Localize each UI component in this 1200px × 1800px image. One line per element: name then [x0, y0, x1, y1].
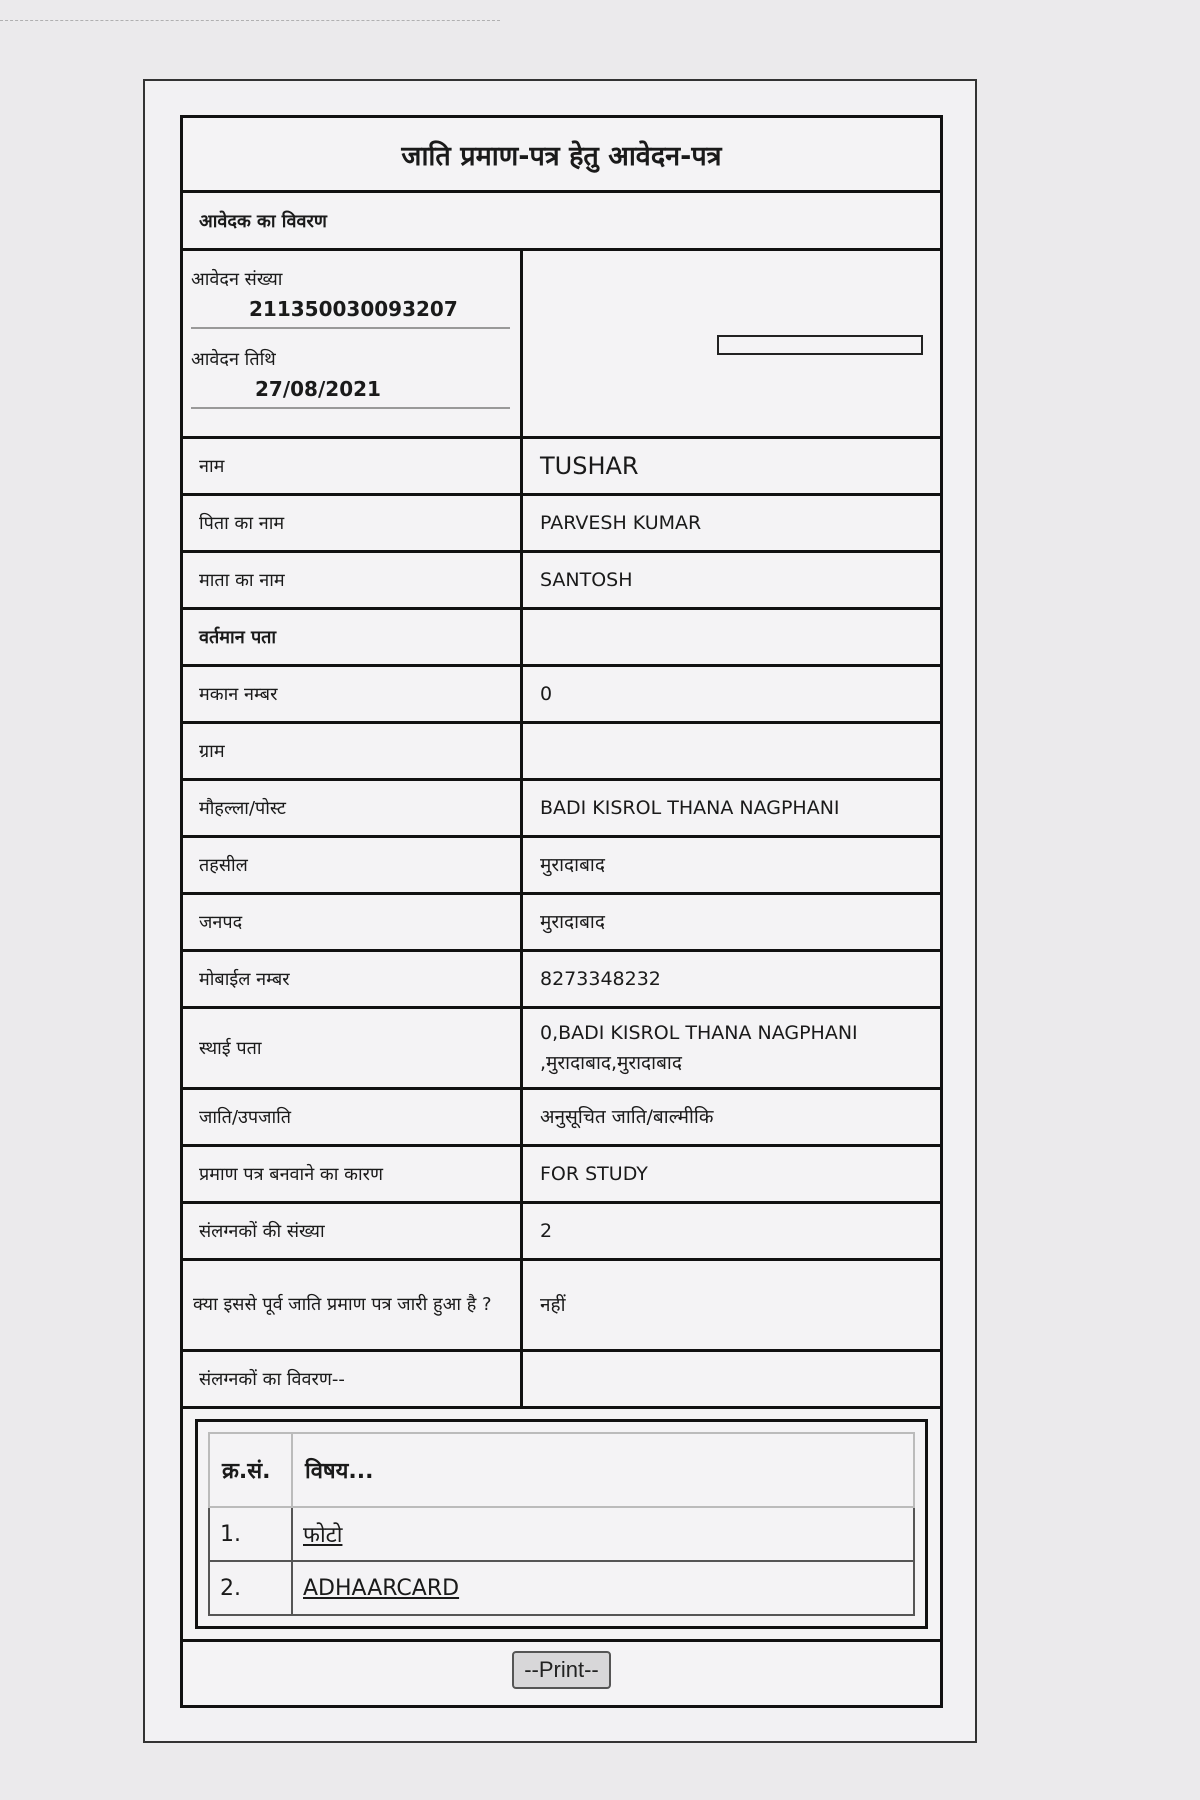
row-name	[183, 439, 940, 496]
row-permanent-address	[183, 1009, 940, 1090]
application-number: 211350030093207	[191, 297, 510, 329]
attachments-table-frame	[195, 1419, 928, 1629]
field-value: अनुसूचित जाति/बाल्मीकि	[540, 1106, 714, 1128]
field-value: BADI KISROL THANA NAGPHANI	[540, 797, 840, 819]
application-number-label: आवेदन संख्या	[191, 269, 283, 290]
field-value: PARVESH KUMAR	[540, 512, 702, 534]
table-header-row	[209, 1433, 914, 1507]
row-previous-certificate	[183, 1261, 940, 1352]
table-row	[209, 1507, 914, 1561]
row-locality	[183, 781, 940, 838]
field-value: मुरादाबाद	[540, 911, 605, 933]
row-reason	[183, 1147, 940, 1204]
field-label: क्या इससे पूर्व जाति प्रमाण पत्र जारी हुआ है ?	[183, 1261, 523, 1349]
row-current-address	[183, 610, 940, 667]
field-label: मोबाईल नम्बर	[183, 952, 523, 1006]
field-label: स्थाई पता	[183, 1009, 523, 1087]
field-value	[523, 1352, 940, 1406]
field-value: 2	[540, 1220, 553, 1242]
field-label: जाति/उपजाति	[183, 1090, 523, 1144]
row-attachment-count	[183, 1204, 940, 1261]
row-tehsil	[183, 838, 940, 895]
field-value: SANTOSH	[540, 569, 633, 591]
print-button[interactable]: --Print--	[512, 1651, 611, 1689]
application-date-label: आवेदन तिथि	[191, 349, 276, 370]
section-heading: आवेदक का विवरण	[183, 193, 940, 251]
field-label: मकान नम्बर	[183, 667, 523, 721]
attachment-serial: 2.	[209, 1561, 292, 1615]
row-mobile	[183, 952, 940, 1009]
field-label: वर्तमान पता	[183, 610, 523, 664]
field-value: 0	[540, 683, 553, 705]
field-label: प्रमाण पत्र बनवाने का कारण	[183, 1147, 523, 1201]
field-value: नहीं	[540, 1294, 566, 1316]
attachment-link-aadhaar[interactable]: ADHAARCARD	[303, 1575, 460, 1601]
field-label: जनपद	[183, 895, 523, 949]
attachment-cell	[292, 1507, 914, 1561]
scan-edge-mark	[0, 20, 500, 27]
field-value: TUSHAR	[540, 452, 639, 480]
field-value	[523, 610, 940, 664]
form-title: जाति प्रमाण-पत्र हेतु आवेदन-पत्र	[183, 118, 940, 193]
photo-area	[523, 251, 940, 436]
attachment-cell	[292, 1561, 914, 1615]
header-subject: विषय...	[292, 1433, 914, 1507]
row-caste	[183, 1090, 940, 1147]
row-district	[183, 895, 940, 952]
application-info-block	[183, 251, 940, 439]
field-value: 8273348232	[540, 968, 661, 990]
row-attachment-details	[183, 1352, 940, 1409]
application-date: 27/08/2021	[191, 377, 510, 409]
header-serial: क्र.सं.	[209, 1433, 292, 1507]
field-value: मुरादाबाद	[540, 854, 605, 876]
field-label: संलग्नकों का विवरण--	[183, 1352, 523, 1406]
attachment-link-photo[interactable]: फोटो	[303, 1523, 343, 1548]
field-label: नाम	[183, 439, 523, 493]
row-house-number	[183, 667, 940, 724]
attachments-table	[208, 1432, 915, 1616]
print-row	[183, 1642, 940, 1697]
field-value: FOR STUDY	[540, 1163, 648, 1185]
field-label: माता का नाम	[183, 553, 523, 607]
application-details	[183, 251, 523, 436]
attachment-serial: 1.	[209, 1507, 292, 1561]
field-value	[523, 724, 940, 778]
field-label: पिता का नाम	[183, 496, 523, 550]
field-label: मौहल्ला/पोस्ट	[183, 781, 523, 835]
row-father-name	[183, 496, 940, 553]
row-village	[183, 724, 940, 781]
application-form	[180, 115, 943, 1708]
field-label: ग्राम	[183, 724, 523, 778]
field-label: संलग्नकों की संख्या	[183, 1204, 523, 1258]
attachments-section	[183, 1409, 940, 1642]
photo-placeholder	[717, 335, 923, 355]
row-mother-name	[183, 553, 940, 610]
field-value: 0,BADI KISROL THANA NAGPHANI ,मुरादाबाद,मुरादाबाद	[540, 1022, 858, 1074]
table-row	[209, 1561, 914, 1615]
field-label: तहसील	[183, 838, 523, 892]
